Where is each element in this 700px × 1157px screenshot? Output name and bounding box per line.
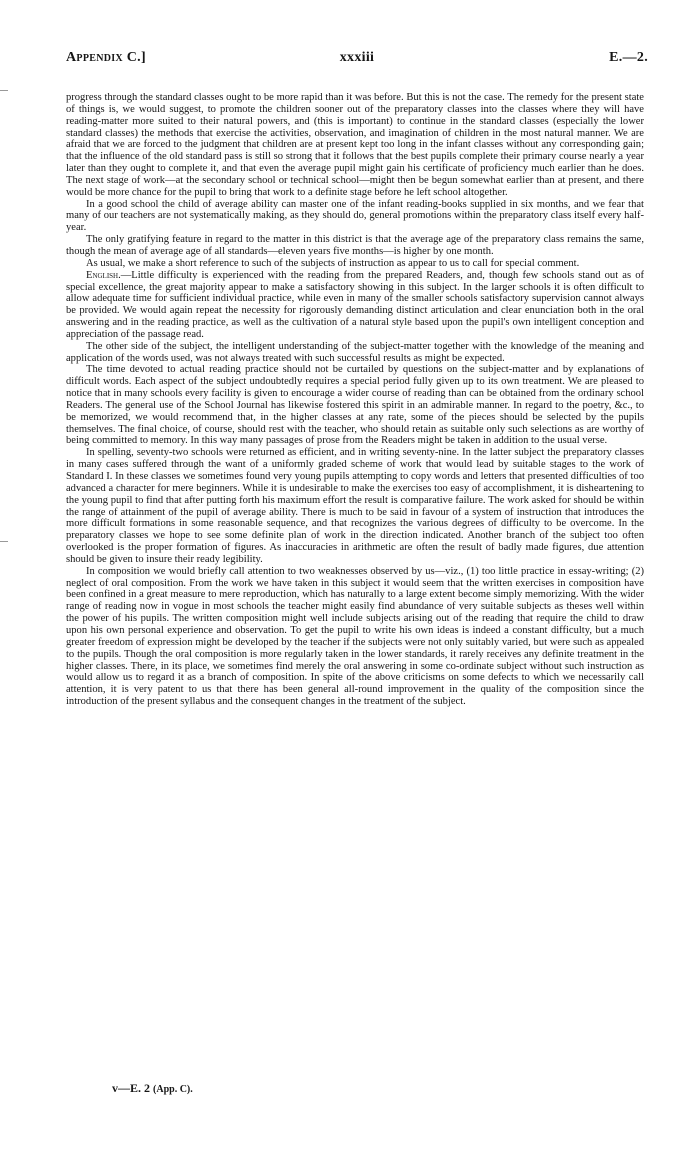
- footer-suffix: (App. C).: [153, 1084, 193, 1095]
- page-footer: [112, 1081, 193, 1096]
- paragraph: In composition we would briefly call attention to two weaknesses observed by us—viz., (1) too little practice in essay-writing; (2) neglect of oral composition. From the work we have taken in this subject it would seem that the written exercises in composition have been confined in a great measure to mere reproduction, which has naturally to a large extent become simply memorizing. With the wider range of reading now in vogue in most schools the teacher might easily find abundance of very suitable subjects as theses well within the power of his pupils. The written composition might well include subjects arising out of the reading that require the child to draw upon his own personal experience and observation. To get the pupil to write his own ideas is indeed a constant difficulty, but a much greater freedom of expression might be developed by the teacher if the subjects were not only suitably varied, but were such as appealed to the pupils. Though the oral composition is more regularly taken in the lower standards, it rarely receives any definite treatment in the higher classes. There, in its place, we sometimes find merely the oral answering in some co-ordinate subject without such instruction as would allow us to regard it as a branch of composition. In spite of the above criticisms on some defects to which we necessarily call attention, it is very patent to us that there has been general all-round improvement in the quality of the composition since the introduction of the present syllabus and the consequent changes in the treatment of the subject.: [66, 565, 644, 708]
- paragraph: In spelling, seventy-two schools were returned as efficient, and in writing seventy-nine. In the latter subject the preparatory classes in many cases suffered through the want of a uniformly graded scheme of work that would lead by suitable stages to the work of Standard I. In these classes we sometimes found very young pupils attempting to copy words and letters that presented difficulties of too advanced a character for mere beginners. While it is undesirable to make the exercises too easy of accomplishment, it is disheartening to the young pupil to find that after putting forth his maximum effort the result is comparative failure. The work asked for should be within the range of attainment of the pupil of average ability. There is much to be said in favour of a system of instruction that introduces the more difficult formations in some reasonable sequence, and that recognizes the various degrees of difficulty to be overcome. In the preparatory classes we hope to see some definite plan of work in the direction indicated. Another branch of the subject too often overlooked is the proper formation of figures. As inaccuracies in arithmetic are often the result of badly made figures, due attention should be given to insure their ready legibility.: [66, 447, 644, 565]
- paragraph-english: [66, 270, 644, 341]
- page-header: [66, 50, 648, 76]
- paragraph: In a good school the child of average ability can master one of the infant reading-books supplied in six months, and we fear that many of our teachers are not systematically making, as they should do, general promotions within the preparatory class itself every half-year.: [66, 198, 644, 234]
- paragraph: progress through the standard classes ought to be more rapid than it was before. But this is not the case. The remedy for the present state of things is, we would suggest, to promote the children sooner out of the preparatory classes into the classes where they will have reading-matter more suited to their natural powers, and (this is important) to continue in the standard classes (especially the lower standard classes) the methods that exercise the activities, observation, and imagination of children in the most natural manner. We are afraid that we are forced to the judgment that children are at present kept too long in the infant classes without any corresponding gain; that the influence of the old standard pass is still so strong that it follows that the best pupils complete their primary course nearly a year later than they ought to complete it, and that even the average pupil might gain his certificate of proficiency much earlier than he does. The next stage of work—at the secondary school or technical school—might then be begun somewhat earlier than at present, and there would be more chance for the pupil to bring that work to a definite stage before he left school altogether.: [66, 92, 644, 198]
- paragraph: The only gratifying feature in regard to the matter in this district is that the average age of the preparatory class remains the same, though the mean of average age of all standards—eleven years five months—is higher by one month.: [66, 234, 644, 257]
- header-appendix: Appendix C.]: [66, 50, 146, 65]
- paragraph: The time devoted to actual reading practice should not be curtailed by questions on the subject-matter and by explanations of difficult words. Each aspect of the subject undoubtedly requires a special period fully given up to its own treatment. We are pleased to notice that in many schools every facility is given to encourage a wider course of reading than can be obtained from the ordinary school Readers. The general use of the School Journal has likewise fostered this spirit in an admirable manner. In regard to the poetry, &c., to be memorized, we would recommend that, in the higher classes at any rate, some of the pieces should be selected by the pupils themselves. The final choice, of course, should rest with the teacher, who should retain as suitable only such selections as are worthy of being committed to memory. In this way many passages of prose from the Readers might be taken in addition to the usual verse.: [66, 364, 644, 447]
- footer-signature: v—E. 2: [112, 1081, 151, 1095]
- margin-mark: [0, 90, 8, 91]
- body-text: [66, 92, 644, 708]
- paragraph: The other side of the subject, the intelligent understanding of the subject-matter together with the knowledge of the meaning and application of the words used, was not always treated with such successful results as might be expected.: [66, 340, 644, 364]
- margin-mark: [0, 541, 8, 542]
- section-lead: English.: [86, 269, 121, 281]
- paragraph-text: —Little difficulty is experienced with the reading from the prepared Readers, and, though few schools stand out as of special excellence, the great majority appear to make a satisfactory showing in this subject. In the larger schools it is often difficult to allow adequate time for sufficient individual practice, while even in many of the smaller schools satisfactory supervision cannot always be provided. We would again repeat the necessity for rigorously demanding distinct articulation and clear enunciation both in the oral answering and in the reading practice, as well as the cultivation of a natural style based upon the pupil's own intelligent conception and appreciation of the passage read.: [66, 269, 644, 340]
- paragraph: As usual, we make a short reference to such of the subjects of instruction as appear to us to call for special comment.: [86, 257, 580, 269]
- header-document-code: E.—2.: [609, 50, 648, 65]
- header-page-number: xxxiii: [339, 50, 375, 65]
